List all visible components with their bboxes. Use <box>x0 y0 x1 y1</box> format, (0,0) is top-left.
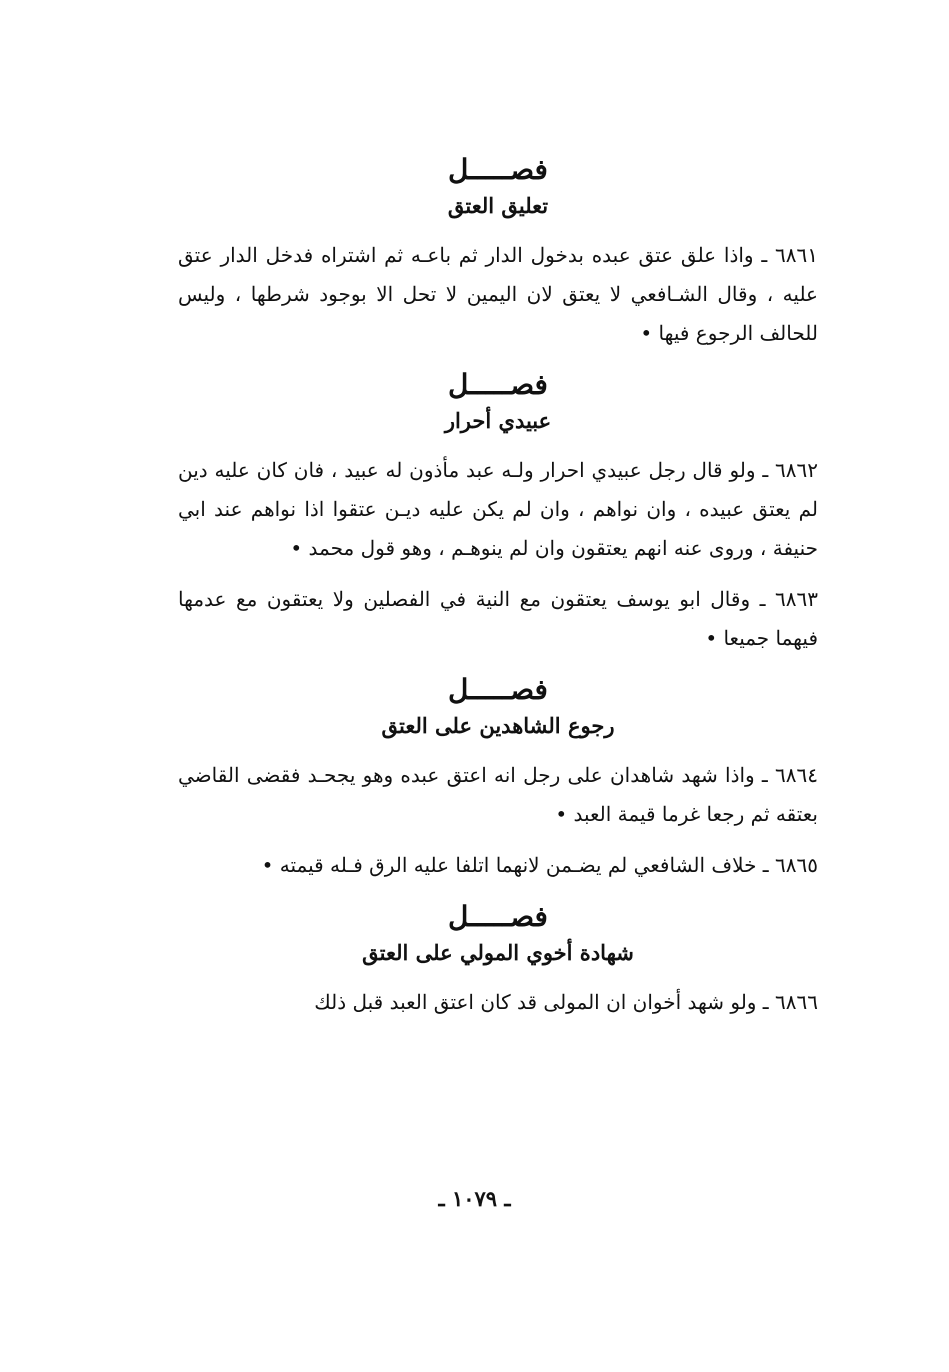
paragraph-6864: ٦٨٦٤ ـ واذا شهد شاهدان على رجل انه اعتق عبده وهو يجحـد فقضى القاضي بعتقه ثم رجعا غرما قيمة العبد • <box>178 763 818 826</box>
paragraph-6861: ٦٨٦١ ـ واذا علق عتق عبده بدخول الدار ثم باعـه ثم اشتراه فدخل الدار عتق عليه ، وقال الشـافعي لا يعتق لان اليمين لا تحل الا بوجود شرطها ، وليس للحالف الرجوع فيها • <box>178 243 818 345</box>
paragraph-6866: ٦٨٦٦ ـ ولو شهد أخوان ان المولى قد كان اعتق العبد قبل ذلك <box>314 990 818 1014</box>
section-label: فصـــــل <box>448 673 548 706</box>
document-page <box>178 150 818 1034</box>
paragraph-6863: ٦٨٦٣ ـ وقال ابو يوسف يعتقون مع النية في الفصلين ولا يعتقون مع عدمها فيهما جميعا • <box>178 587 818 650</box>
section-title: شهادة أخوي المولي على العتق <box>362 940 634 965</box>
section-label: فصـــــل <box>448 153 548 186</box>
section-4 <box>178 897 818 1022</box>
section-title: رجوع الشاهدين على العتق <box>381 713 615 738</box>
section-2 <box>178 365 818 658</box>
section-label: فصـــــل <box>448 900 548 933</box>
paragraph-6862: ٦٨٦٢ ـ ولو قال رجل عبيدي احرار ولـه عبد مأذون له عبيد ، فان كان عليه دين لم يعتق عبيده ، وان نواهم ، وان لم يكن عليه ديـن عتقوا اذا نواهم عند ابي حنيفة ، وروى عنه انهم يعتقون وان لم ينوهـم ، وهو قول محمد • <box>178 458 818 560</box>
section-title: عبيدي أحرار <box>444 408 552 433</box>
paragraph-6865: ٦٨٦٥ ـ خلاف الشافعي لم يضـمن لانهما اتلفا عليه الرق فـله قيمته • <box>261 853 818 877</box>
page-number: ـ ١٠٧٩ ـ <box>438 1186 511 1211</box>
section-label: فصـــــل <box>448 368 548 401</box>
section-1 <box>178 150 818 353</box>
section-title: تعليق العتق <box>447 193 549 218</box>
section-3 <box>178 670 818 885</box>
